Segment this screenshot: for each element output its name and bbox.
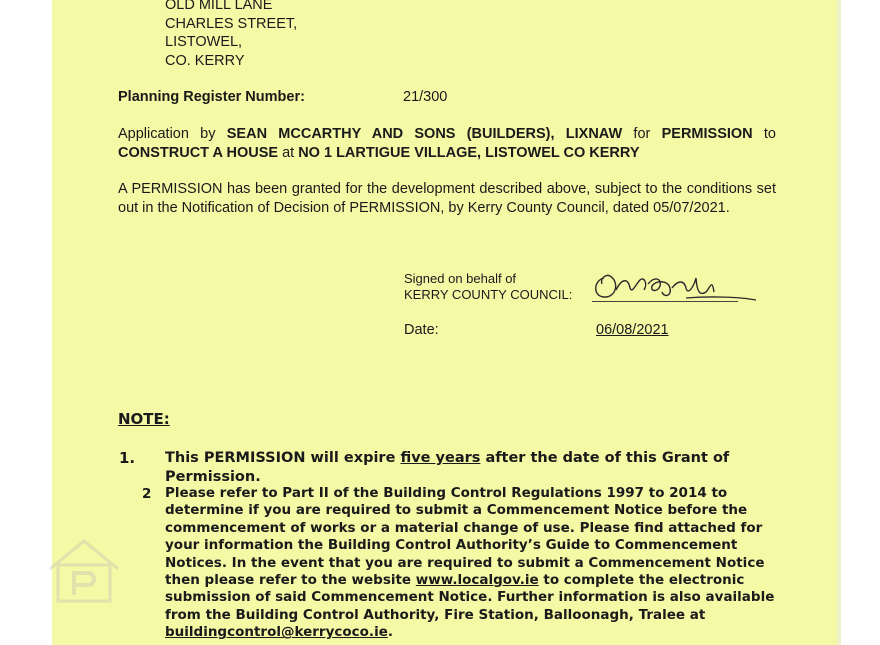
address-line-3: LISTOWEL, bbox=[165, 34, 243, 50]
property-logo-watermark-icon bbox=[44, 535, 124, 605]
application-prefix: Application by bbox=[118, 126, 227, 142]
note-1-number: 1. bbox=[119, 449, 136, 467]
note-1-text-b: after the date of this Grant of Permission. bbox=[165, 450, 730, 485]
note-1-text bbox=[165, 449, 745, 487]
register-label: Planning Register Number: bbox=[118, 89, 305, 105]
grant-statement: A PERMISSION has been granted for the development described above, subject to the conditions set out in the Notification of Decision of PERMISSION, by Kerry County Council, dated 05/07/2021. bbox=[118, 181, 776, 216]
application-at: at bbox=[278, 144, 299, 161]
sheet-edge bbox=[837, 0, 841, 645]
address-line-4: CO. KERRY bbox=[165, 52, 245, 69]
note-1-five-years: five years bbox=[400, 450, 481, 466]
note-2-text-a: Please refer to Part II of the Building Control Regulations 1997 to 2014 to determine if you are required to submit a Commencement Notice before the commencement of works or a material change of use. Please find attached for your information the Building Control Authority’s Guide to Commencement Notices. In the event that you are required to submit a Commencement Notice then please refer to the website bbox=[165, 485, 765, 589]
address-line-1: OLD MILL LANE bbox=[165, 0, 273, 13]
signed-on-behalf bbox=[404, 271, 572, 303]
address-block bbox=[165, 0, 297, 70]
date-label: Date: bbox=[404, 322, 439, 338]
signed-line-1: Signed on behalf of bbox=[404, 271, 517, 286]
handwritten-signature bbox=[590, 266, 760, 306]
note-2-text-c: . bbox=[387, 624, 393, 641]
building-control-email-link[interactable]: buildingcontrol@kerrycoco.ie bbox=[165, 624, 388, 641]
application-to: to bbox=[752, 126, 777, 142]
note-2-text bbox=[165, 485, 775, 642]
register-number: 21/300 bbox=[403, 89, 448, 105]
application-type: PERMISSION bbox=[661, 126, 753, 142]
signed-line-2: KERRY COUNTY COUNCIL: bbox=[404, 287, 573, 302]
application-paragraph bbox=[118, 125, 776, 162]
address-line-2: CHARLES STREET, bbox=[165, 15, 298, 32]
application-for: for bbox=[622, 126, 662, 142]
note-2-text-b: to complete the electronic submission of said Commencement Notice. Further information is also available from the Building Control Authority, Fire Station, Balloonagh, Tralee at bbox=[165, 572, 775, 623]
application-work: CONSTRUCT A HOUSE bbox=[118, 144, 279, 161]
date-value: 06/08/2021 bbox=[596, 322, 669, 338]
signature-line bbox=[592, 301, 738, 302]
note-heading: NOTE: bbox=[118, 410, 170, 428]
localgov-link[interactable]: www.localgov.ie bbox=[415, 572, 539, 589]
note-2-number: 2 bbox=[142, 486, 152, 502]
application-location: NO 1 LARTIGUE VILLAGE, LISTOWEL CO KERRY bbox=[298, 144, 640, 161]
note-1-text-a: This PERMISSION will expire bbox=[165, 450, 401, 466]
applicant-name: SEAN MCCARTHY AND SONS (BUILDERS), LIXNAW bbox=[226, 126, 623, 142]
